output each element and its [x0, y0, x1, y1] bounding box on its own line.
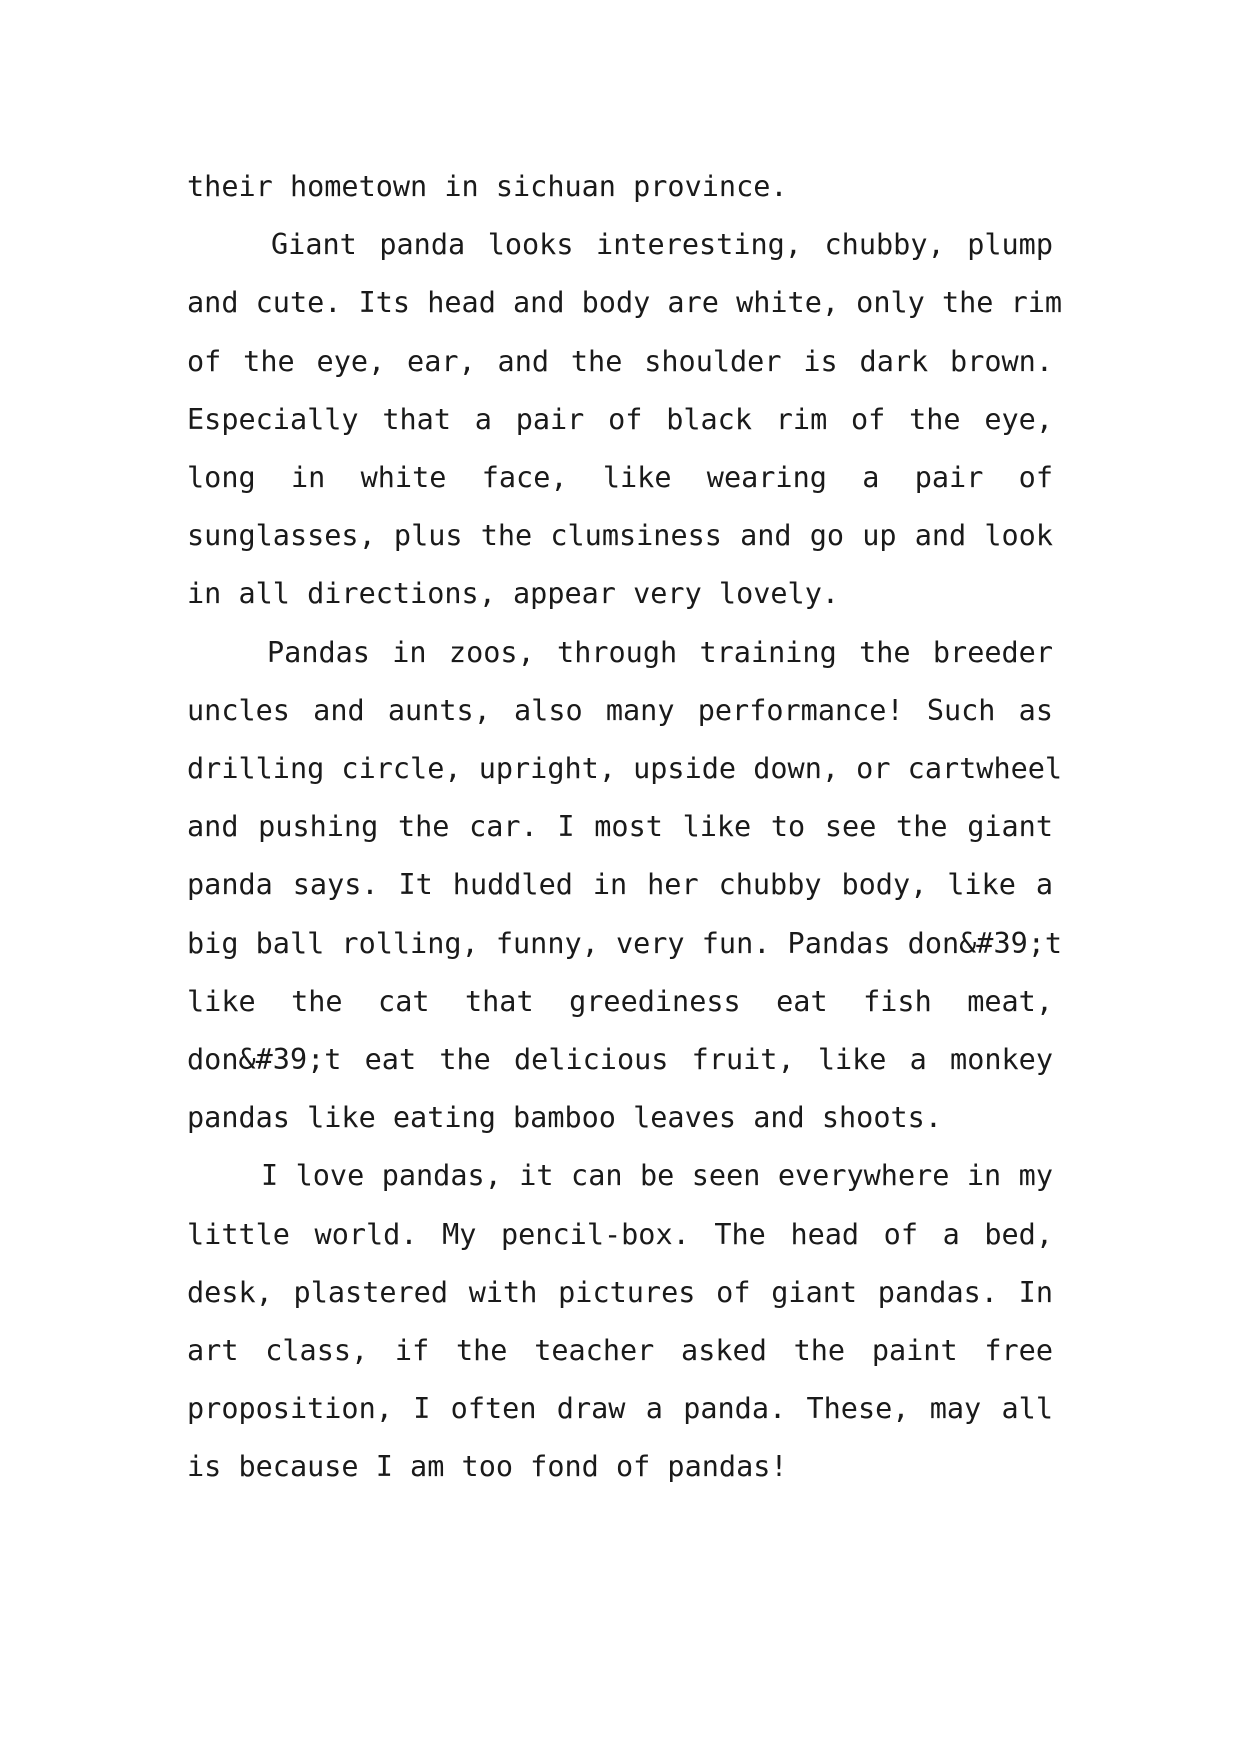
- text-line: Giant panda looks interesting, chubby, plump: [271, 228, 1053, 262]
- paragraph-2: [187, 216, 1063, 623]
- text-line: desk, plastered with pictures of giant pandas. In: [187, 1275, 1053, 1309]
- text-line: panda says. It huddled in her chubby body, like a: [187, 868, 1053, 902]
- text-line: proposition, I often draw a panda. These, may all: [187, 1392, 1053, 1426]
- text-line: of the eye, ear, and the shoulder is dark brown.: [187, 344, 1053, 378]
- text-line: pandas like eating bamboo leaves and shoots.: [187, 1101, 942, 1135]
- text-line: long in white face, like wearing a pair of: [187, 461, 1053, 495]
- text-line: uncles and aunts, also many performance! Such as: [187, 693, 1053, 727]
- text-line: I love pandas, it can be seen everywhere in my: [261, 1159, 1053, 1193]
- text-line: drilling circle, upright, upside down, or cartwheel: [187, 752, 1063, 786]
- text-line: and pushing the car. I most like to see the giant: [187, 810, 1053, 844]
- text-line: don&#39;t eat the delicious fruit, like a monkey: [187, 1043, 1053, 1077]
- paragraph-1: [187, 158, 1053, 216]
- document-body: [187, 158, 1063, 1497]
- text-line: Pandas in zoos, through training the breeder: [267, 635, 1053, 669]
- paragraph-4: [187, 1147, 1053, 1496]
- text-line: is because I am too fond of pandas!: [187, 1450, 788, 1484]
- text-line: their hometown in sichuan province.: [187, 170, 788, 203]
- text-line: in all directions, appear very lovely.: [187, 577, 840, 611]
- text-line: little world. My pencil-box. The head of a bed,: [187, 1217, 1053, 1251]
- text-line: and cute. Its head and body are white, only the rim: [187, 286, 1063, 320]
- text-line: art class, if the teacher asked the paint free: [187, 1334, 1053, 1368]
- text-line: sunglasses, plus the clumsiness and go up and look: [187, 519, 1053, 553]
- paragraph-3: [187, 624, 1063, 1148]
- text-line: big ball rolling, funny, very fun. Pandas don&#39;t: [187, 926, 1063, 960]
- text-line: Especially that a pair of black rim of the eye,: [187, 402, 1053, 436]
- text-line: like the cat that greediness eat fish meat,: [187, 984, 1053, 1018]
